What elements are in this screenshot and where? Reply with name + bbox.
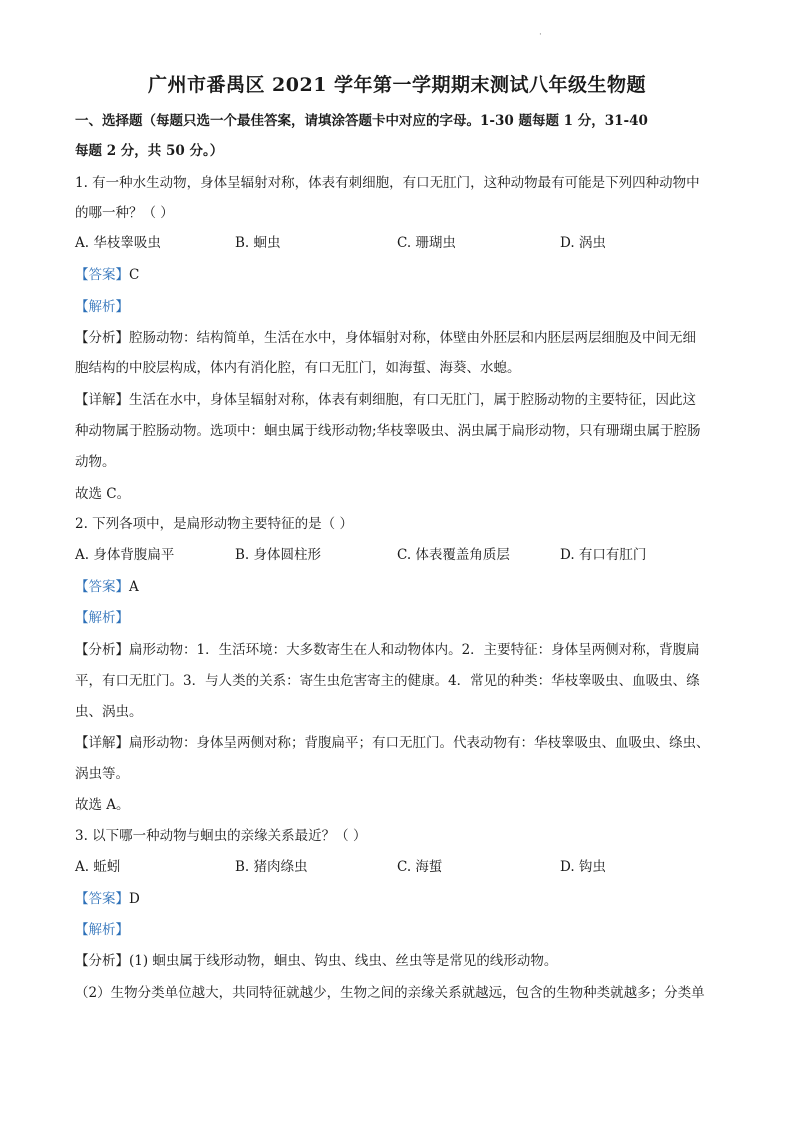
section-heading-line-1: 一、选择题（每题只选一个最佳答案，请填涂答题卡中对应的字母。1-30 题每题 1 分，31-40	[75, 113, 648, 129]
q3-option-c: C. 海蜇	[397, 859, 443, 875]
q2-fenxi-line-2: 平，有口无肛门。3．与人类的关系：寄生虫危害寄主的健康。4．常见的种类：华枝睾吸虫、血吸虫、绦	[75, 673, 700, 689]
q1-fenxi-line-2: 胞结构的中胶层构成，体内有消化腔，有口无肛门，如海蜇、海葵、水螅。	[75, 360, 521, 376]
q1-option-a: A. 华枝睾吸虫	[75, 235, 161, 251]
q1-xiangjie-line-1	[75, 390, 725, 410]
q1-fenxi-tag: 【分析】	[75, 330, 129, 346]
q2-fenxi-line-3: 虫、涡虫。	[75, 704, 143, 720]
q3-option-d: D. 钩虫	[560, 859, 606, 875]
q1-option-b: B. 蛔虫	[235, 235, 281, 251]
q2-jiexi-tag: 【解析】	[75, 610, 129, 626]
q2-conclusion: 故选 A。	[75, 797, 130, 813]
q1-answer-line	[75, 265, 725, 285]
q1-xiangjie-tag: 【详解】	[75, 392, 129, 408]
q1-option-d: D. 涡虫	[560, 235, 606, 251]
q1-option-c: C. 珊瑚虫	[397, 235, 456, 251]
section-heading-line-2: 每题 2 分，共 50 分。）	[75, 143, 224, 159]
q2-option-b: B. 身体圆柱形	[235, 547, 322, 563]
q2-stem-line-1: 2. 下列各项中，是扁形动物主要特征的是（ ）	[75, 516, 353, 532]
q1-fenxi-line-1	[75, 328, 725, 348]
q3-fenxi-line-1	[75, 951, 725, 971]
q3-option-a: A. 蚯蚓	[75, 859, 121, 875]
q3-fenxi-text-1: (1) 蛔虫属于线形动物，蛔虫、钩虫、线虫、丝虫等是常见的线形动物。	[129, 953, 558, 969]
q2-xiangjie-line-1	[75, 733, 725, 753]
q1-stem-line-2: 的哪一种？（ ）	[75, 205, 174, 221]
q3-answer-line	[75, 889, 725, 909]
q2-answer-value: A	[129, 579, 139, 595]
q1-jiexi-tag: 【解析】	[75, 299, 129, 315]
q3-option-b: B. 猪肉绦虫	[235, 859, 308, 875]
q2-fenxi-line-1	[75, 640, 725, 660]
q2-option-c: C. 体表覆盖角质层	[397, 547, 510, 563]
q2-fenxi-text-1: 扁形动物：1．生活环境：大多数寄生在人和动物体内。2．主要特征：身体呈两侧对称，背腹扁	[129, 642, 700, 658]
q2-xiangjie-text-1: 扁形动物：身体呈两侧对称；背腹扁平；有口无肛门。代表动物有：华枝睾吸虫、血吸虫、绦虫、	[129, 735, 710, 751]
q1-fenxi-text-1: 腔肠动物：结构简单，生活在水中，身体辐射对称，体壁由外胚层和内胚层两层细胞及中间无细	[129, 330, 696, 346]
q3-answer-value: D	[129, 891, 140, 907]
q2-option-a: A. 身体背腹扁平	[75, 547, 175, 563]
q1-xiangjie-line-2: 种动物属于腔肠动物。选项中：蛔虫属于线形动物;华枝睾吸虫、涡虫属于扁形动物，只有珊瑚虫属于腔肠	[75, 423, 701, 439]
q2-xiangjie-line-2: 涡虫等。	[75, 766, 129, 782]
q3-fenxi-line-2: （2）生物分类单位越大，共同特征就越少，生物之间的亲缘关系就越远，包含的生物种类就越多；分类单	[75, 985, 705, 1001]
q2-xiangjie-tag: 【详解】	[75, 735, 129, 751]
q2-option-d: D. 有口有肛门	[560, 547, 647, 563]
top-dot: ·	[539, 30, 542, 40]
q1-answer-value: C	[129, 267, 140, 283]
q1-stem-line-1: 1. 有一种水生动物，身体呈辐射对称，体表有刺细胞，有口无肛门，这种动物最有可能是下列四种动物中	[75, 175, 700, 191]
q1-xiangjie-line-3: 动物。	[75, 454, 116, 470]
q2-fenxi-tag: 【分析】	[75, 642, 129, 658]
q3-fenxi-tag: 【分析】	[75, 953, 129, 969]
q2-answer-tag: 【答案】	[75, 579, 129, 595]
q1-conclusion: 故选 C。	[75, 486, 131, 502]
q3-stem-line-1: 3. 以下哪一种动物与蛔虫的亲缘关系最近？（ ）	[75, 828, 367, 844]
q3-jiexi-tag: 【解析】	[75, 922, 129, 938]
q1-xiangjie-text-1: 生活在水中，身体呈辐射对称，体表有刺细胞，有口无肛门，属于腔肠动物的主要特征，因此这	[129, 392, 696, 408]
q3-answer-tag: 【答案】	[75, 891, 129, 907]
q2-answer-line	[75, 577, 725, 597]
q1-answer-tag: 【答案】	[75, 267, 129, 283]
page-title: 广州市番禺区 2021 学年第一学期期末测试八年级生物题	[147, 74, 647, 96]
